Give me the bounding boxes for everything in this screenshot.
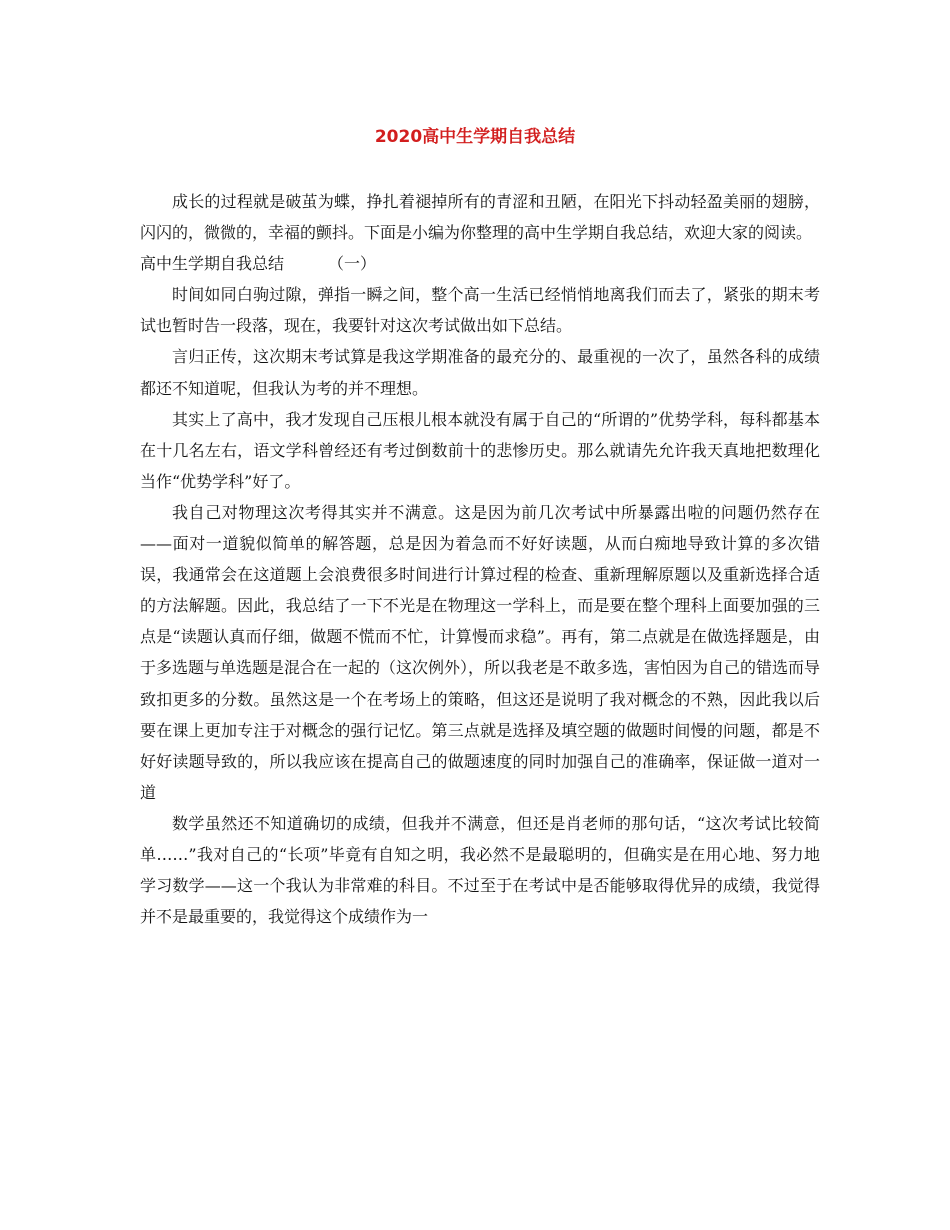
body-paragraph-4: 我自己对物理这次考得其实并不满意。这是因为前几次考试中所暴露出啦的问题仍然存在——面对一道貌似简单的解答题，总是因为着急而不好好读题，从而白痴地导致计算的多次错误，我通常会在这道题上会浪费很多时间进行计算过程的检查、重新理解原题以及重新选择合适的方法解题。因此，我总结了一下不光是在物理这一学科上，而是要在整个理科上面要加强的三点是“读题认真而仔细，做题不慌而不忙，计算慢而求稳”。再有，第二点就是在做选择题是，由于多选题与单选题是混合在一起的（这次例外），所以我老是不敢多选，害怕因为自己的错选而导致扣更多的分数。虽然这是一个在考场上的策略，但这还是说明了我对概念的不熟，因此我以后要在课上更加专注于对概念的强行记忆。第三点就是选择及填空题的做题时间慢的问题，都是不好好读题导致的，所以我应该在提高自己的做题速度的同时加强自己的准确率，保证做一道对一道 <box>140 502 821 802</box>
body-paragraph-5: 数学虽然还不知道确切的成绩，但我并不满意，但还是肖老师的那句话，“这次考试比较简单……”我对自己的“长项”毕竟有自知之明，我必然不是最聪明的，但确实是在用心地、努力地学习数学——这一个我认为非常难的科目。不过至于在考试中是否能够取得优异的成绩，我觉得并不是最重要的，我觉得这个成绩作为一 <box>140 813 820 927</box>
body-paragraph-1: 时间如同白驹过隙，弹指一瞬之间，整个高一生活已经悄悄地离我们而去了，紧张的期末考试也暂时告一段落，现在，我要针对这次考试做出如下总结。 <box>140 285 820 336</box>
section-heading-text: 高中生学期自我总结 <box>140 254 285 274</box>
section-number: （一） <box>328 254 377 274</box>
body-paragraph-2: 言归正传，这次期末考试算是我这学期准备的最充分的、最重视的一次了，虽然各科的成绩都还不知道呢，但我认为考的并不理想。 <box>140 347 820 398</box>
intro-paragraph: 成长的过程就是破茧为蝶，挣扎着褪掉所有的青涩和丑陋，在阳光下抖动轻盈美丽的翅膀，闪闪的，微微的，幸福的颤抖。下面是小编为你整理的高中生学期自我总结，欢迎大家的阅读。 <box>140 192 820 243</box>
section-heading <box>140 248 820 279</box>
body-paragraph-3: 其实上了高中，我才发现自己压根儿根本就没有属于自己的“所谓的”优势学科，每科都基本在十几名左右，语文学科曾经还有考过倒数前十的悲惨历史。那么就请先允许我天真地把数理化当作“优势学科”好了。 <box>140 409 820 491</box>
document-body <box>140 186 820 932</box>
document-title: 2020高中生学期自我总结 <box>374 127 576 147</box>
